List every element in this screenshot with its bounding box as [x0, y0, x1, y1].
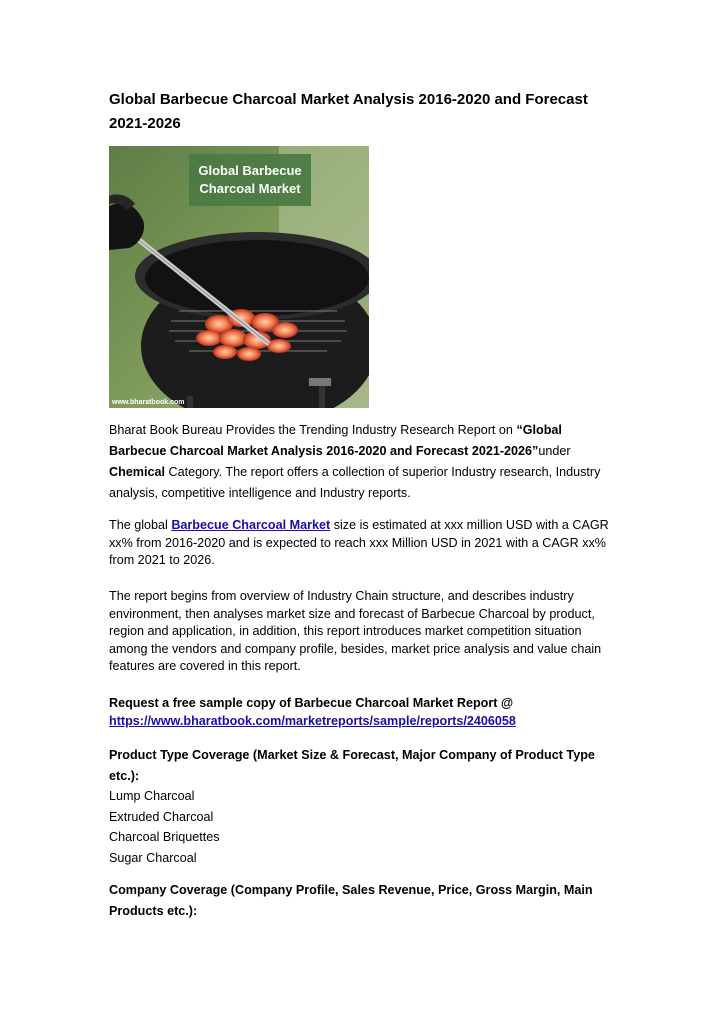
market-link[interactable]: Barbecue Charcoal Market [171, 518, 331, 532]
product-type-list [109, 786, 220, 868]
intro-text-rest: Category. The report offers a collection of superior Industry research, Industry analysis, competitive intelligence and Industry reports. [109, 465, 601, 500]
intro-category: Chemical [109, 465, 165, 479]
list-item: Extruded Charcoal [109, 809, 214, 824]
request-label: Request a free sample copy of Barbecue Charcoal Market Report @ [109, 696, 514, 710]
document-title: Global Barbecue Charcoal Market Analysis 2016-2020 and Forecast 2021-2026 [109, 91, 588, 132]
request-sample [109, 695, 609, 730]
image-overlay-line-2: Charcoal Market [199, 181, 301, 196]
intro-text-under: under [538, 444, 571, 458]
intro-text: Bharat Book Bureau Provides the Trending Industry Research Report on [109, 423, 517, 437]
list-item: Lump Charcoal [109, 789, 195, 803]
list-item: Charcoal Briquettes [109, 830, 220, 844]
image-watermark: www.bharatbook.com [112, 399, 185, 406]
barbecue-grill-image [109, 146, 369, 408]
intro-report-title: “Global Barbecue Charcoal Market Analysis 2016-2020 and Forecast 2021-2026” [109, 423, 562, 458]
market-text: The global [109, 518, 172, 532]
image-overlay-line-1: Global Barbecue [198, 163, 302, 178]
list-item: Sugar Charcoal [109, 850, 197, 865]
company-coverage-heading: Company Coverage (Company Profile, Sales Revenue, Price, Gross Margin, Main Products etc.): [109, 883, 593, 918]
market-text-rest: size is estimated at xxx million USD with a CAGR xx% from 2016-2020 and is expected to reach xxx Million USD in 2021 with a CAGR xx% from 2021 to 2026. [109, 518, 609, 567]
overview-paragraph: The report begins from overview of Industry Chain structure, and describes industry environment, then analyses market size and forecast of Barbecue Charcoal by product, region and application, in addition, this report introduces market competition situation among the vendors and company profile, besides, market price analysis and value chain features are covered in this report. [109, 589, 602, 673]
product-type-heading: Product Type Coverage (Market Size & Forecast, Major Company of Product Type etc.): [109, 748, 595, 783]
intro-paragraph [109, 420, 609, 504]
grill-illustration [109, 146, 369, 408]
sample-report-link[interactable]: https://www.bharatbook.com/marketreports/sample/reports/2406058 [109, 713, 516, 728]
market-paragraph [109, 517, 609, 570]
